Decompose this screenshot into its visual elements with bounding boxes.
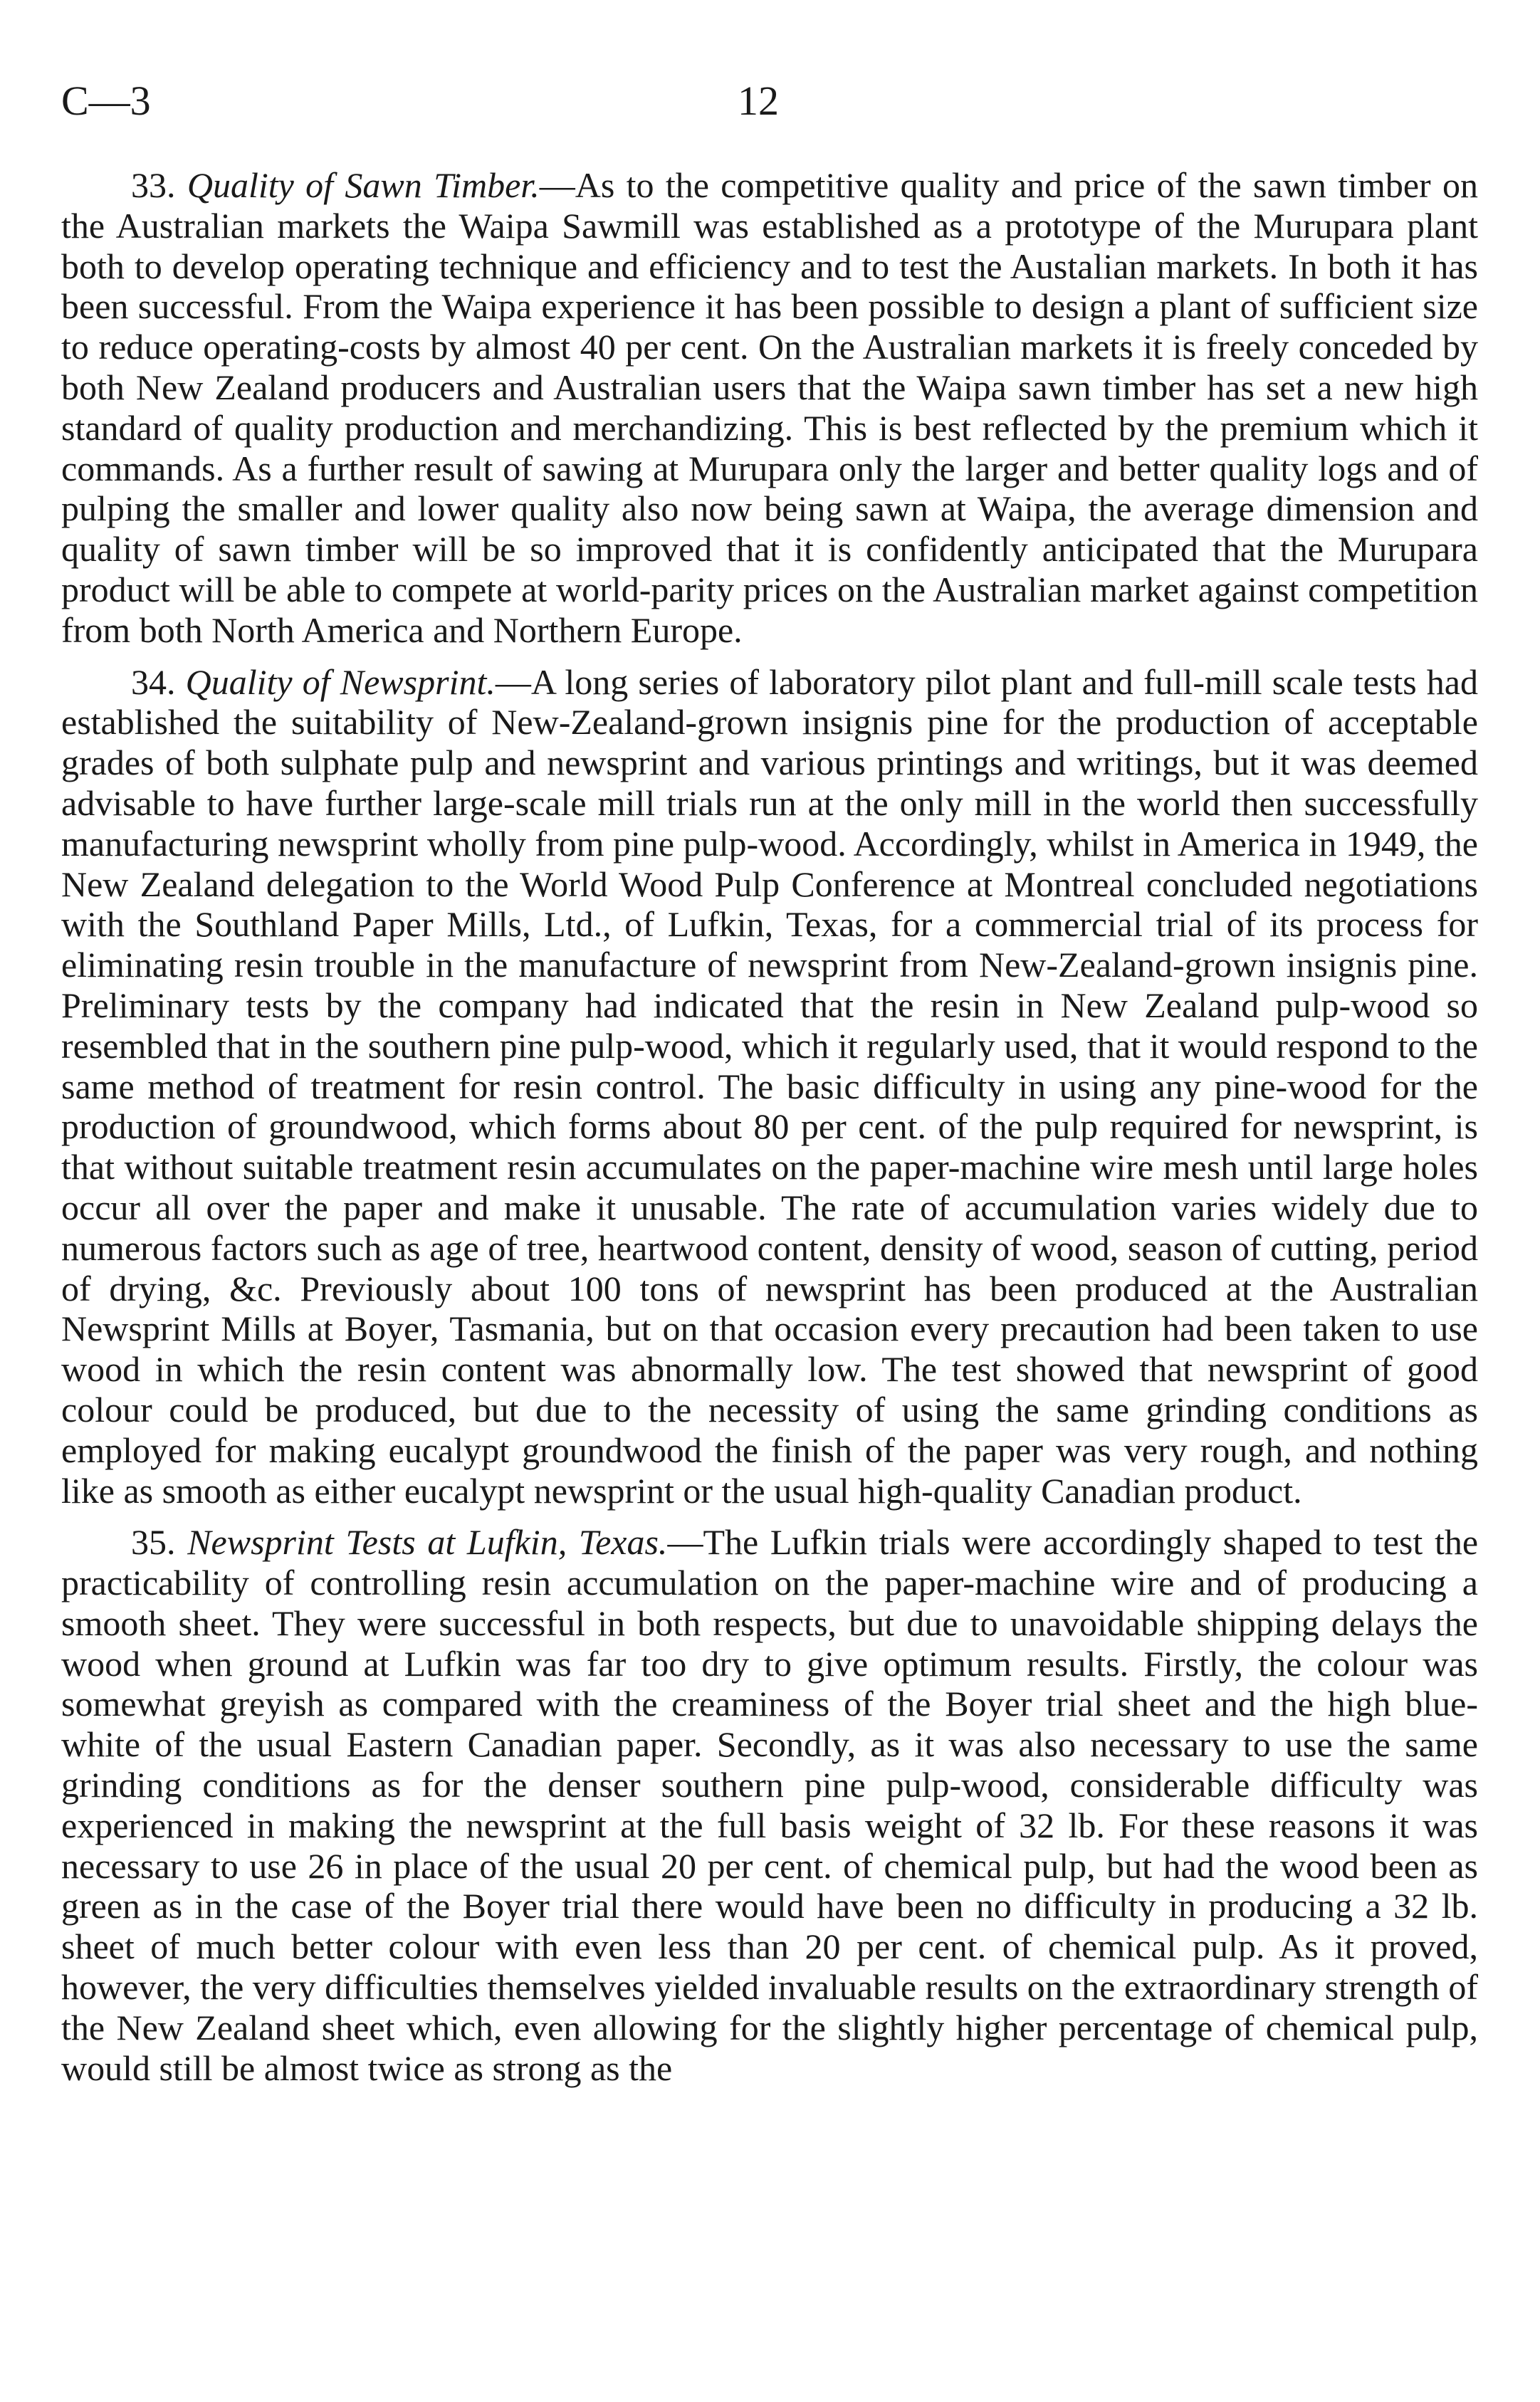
paragraph-33 (61, 165, 1478, 651)
page-number: 12 (738, 78, 779, 124)
paragraph-title: Quality of Newsprint. (185, 661, 496, 702)
paragraph-number: 35. (131, 1522, 176, 1563)
paragraph-number: 34. (131, 661, 176, 702)
paragraph-text: —The Lufkin trials were accordingly shaped to test the practicability of controlling resin accumulation on the paper-machine wire and of producing a smooth sheet. They were successful in both respects, but due to unavoidable shipping delays the wood when ground at Lufkin was far too dry to give optimum results. Firstly, the colour was somewhat greyish as compared with the creaminess of the Boyer trial sheet and the high blue-white of the usual Eastern Canadian paper. Secondly, as it was also necessary to use the same grinding conditions as for the denser southern pine pulp-wood, considerable difficulty was experienced in making the newsprint at the full basis weight of 32 lb. For these reasons it was necessary to use 26 in place of the usual 20 per cent. of chemical pulp, but had the wood been as green as in the case of the Boyer trial there would have been no difficulty in producing a 32 lb. sheet of much better colour with even less than 20 per cent. of chemical pulp. As it proved, however, the very difficulties themselves yielded invaluable results on the extraordinary strength of the New Zealand sheet which, even allowing for the slightly higher percentage of chemical pulp, would still be almost twice as strong as the (61, 1522, 1479, 2088)
paragraph-number: 33. (131, 165, 176, 205)
paragraph-34 (61, 662, 1478, 1511)
paragraph-title: Quality of Sawn Timber. (187, 165, 540, 205)
paragraph-title: Newsprint Tests at Lufkin, Texas. (187, 1522, 668, 1563)
paragraph-text: —As to the competitive quality and price of the sawn timber on the Australian markets the Waipa Sawmill was established as a prototype of the Murupara plant both to develop operating technique and efficiency and to test the Austalian markets. In both it has been successful. From the Waipa experience it has been possible to design a plant of sufficient size to reduce operating-costs by almost 40 per cent. On the Australian markets it is freely conceded by both New Zealand producers and Australian users that the Waipa sawn timber has set a new high standard of quality production and merchandizing. This is best reflected by the premium which it commands. As a further result of sawing at Murupara only the larger and better quality logs and of pulping the smaller and lower quality also now being sawn at Waipa, the average dimension and quality of sawn timber will be so improved that it is confidently anticipated that the Murupara product will be able to compete at world-parity prices on the Australian market against competition from both North America and Northern Europe. (61, 165, 1479, 650)
page-header (61, 77, 1478, 134)
document-body (61, 165, 1478, 2099)
paragraph-text: —A long series of laboratory pilot plant and full-mill scale tests had established the suitability of New-Zealand-grown insignis pine for the production of acceptable grades of both sulphate pulp and newsprint and various printings and writings, but it was deemed advisable to have further large-scale mill trials run at the only mill in the world then successfully manufacturing newsprint wholly from pine pulp-wood. Accordingly, whilst in America in 1949, the New Zealand delegation to the World Wood Pulp Conference at Montreal concluded negotiations with the Southland Paper Mills, Ltd., of Lufkin, Texas, for a commercial trial of its process for eliminating resin trouble in the manufacture of newsprint from New-Zealand-grown insignis pine. Preliminary tests by the company had indicated that the resin in New Zealand pulp-wood so resembled that in the southern pine pulp-wood, which it regularly used, that it would respond to the same method of treatment for resin control. The basic difficulty in using any pine-wood for the production of groundwood, which forms about 80 per cent. of the pulp required for newsprint, is that without suitable treatment resin accumulates on the paper-machine wire mesh until large holes occur all over the paper and make it unusable. The rate of accumulation varies widely due to numerous factors such as age of tree, heartwood content, density of wood, season of cutting, period of drying, &c. Previously about 100 tons of newsprint has been produced at the Australian Newsprint Mills at Boyer, Tasmania, but on that occasion every precaution had been taken to use wood in which the resin content was abnormally low. The test showed that newsprint of good colour could be produced, but due to the necessity of using the same grinding conditions as employed for making eucalypt groundwood the finish of the paper was very rough, and nothing like as smooth as either eucalypt newsprint or the usual high-quality Canadian product. (61, 661, 1478, 1511)
paragraph-35 (61, 1522, 1478, 2088)
document-reference: C—3 (61, 78, 151, 124)
